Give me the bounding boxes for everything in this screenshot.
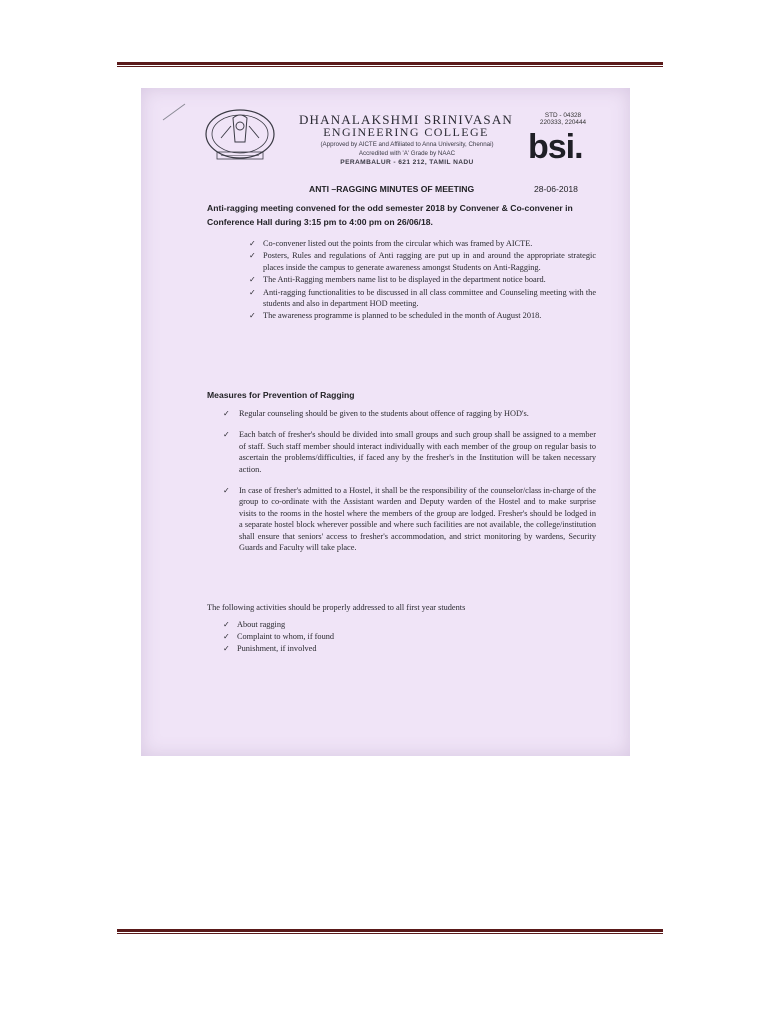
- list-item: ✓ Posters, Rules and regulations of Anti ragging are put up in and around the appropriate strategic places inside the campus to generate awareness amongst Students on Anti-Ragging.: [249, 251, 596, 272]
- check-mark-icon: ✓: [223, 644, 230, 653]
- college-emblem-icon: [203, 108, 277, 164]
- document-title: ANTI –RAGGING MINUTES OF MEETING: [309, 184, 475, 194]
- address-text: PERAMBALUR - 621 212, TAMIL NADU: [340, 159, 474, 166]
- meeting-intro: Anti-ragging meeting convened for the odd semester 2018 by Convener & Co-convener in Conference Hall during 3:15 pm to 4:00 pm on 26/06/18.: [207, 203, 573, 227]
- check-mark-icon: ✓: [223, 632, 230, 641]
- list-item: ✓ The Anti-Ragging members name list to be displayed in the department notice board.: [249, 275, 546, 285]
- college-name: [281, 113, 531, 139]
- approval-text: (Approved by AICTE and Affiliated to Anna University, Chennai): [320, 141, 494, 148]
- letterhead: [141, 88, 630, 198]
- list-item: ✓ The awareness programme is planned to be scheduled in the month of August 2018.: [249, 311, 542, 321]
- check-mark-icon: ✓: [223, 620, 230, 629]
- list-item: ✓ Complaint to whom, if found: [223, 632, 335, 641]
- list-item: ✓ Anti-ragging functionalities to be discussed in all class committee and Counseling meeting with the students and also in department HOD meeting.: [249, 287, 596, 309]
- college-name-line1: DHANALAKSHMI SRINIVASAN: [298, 112, 514, 127]
- std-code: STD - 04328: [544, 112, 582, 119]
- check-mark-icon: ✓: [223, 430, 230, 440]
- activities-intro: The following activities should be properly addressed to all first year students: [207, 603, 466, 612]
- list-item: ✓ Punishment, if involved: [223, 644, 317, 653]
- check-mark-icon: ✓: [249, 275, 256, 285]
- check-mark-icon: ✓: [223, 486, 230, 496]
- check-mark-icon: ✓: [249, 239, 256, 248]
- bottom-rule: [117, 929, 663, 934]
- top-rule: [117, 62, 663, 67]
- document-date: 28-06-2018: [534, 184, 578, 194]
- list-item: ✓ Regular counseling should be given to the students about offence of ragging by HOD's.: [223, 409, 529, 418]
- list-item: ✓ Each batch of fresher's should be divided into small groups and such group shall be assigned to a member of staff. Such staff member should interact individually with each member of the group on regular basis to ascertain the problems/difficulties, if faced any by the fresher's in the Institution will be taken necessary action.: [223, 430, 596, 474]
- meeting-points-list: [249, 238, 596, 323]
- list-item: ✓ Co-convener listed out the points from the circular which was framed by AICTE.: [249, 239, 533, 248]
- measures-heading: Measures for Prevention of Ragging: [207, 390, 355, 400]
- measures-list: [225, 408, 596, 563]
- list-item: ✓ About ragging: [223, 620, 286, 629]
- phone-numbers: 220333, 220444: [539, 119, 587, 126]
- bsi-logo: bsi.: [528, 128, 583, 166]
- college-details: [279, 140, 535, 167]
- check-mark-icon: ✓: [223, 409, 230, 418]
- check-mark-icon: ✓: [249, 311, 256, 321]
- activities-list: [223, 619, 423, 655]
- check-mark-icon: ✓: [249, 287, 256, 297]
- list-item: ✓ In case of fresher's admitted to a Hostel, it shall be the responsibility of the counselor/class in-charge of the group to co-ordinate with the Assistant warden and Deputy warden of the Hostel and to make surprise visits to the rooms in the hostel where the members of the group are lodged. Fresher's should be lodged in a separate hostel block wherever possible and where such facilities are not available, the college/institution shall ensure that seniors' access to fresher's accommodation, and strict monitoring by wardens, Security Guards and Faculty will take place.: [223, 486, 596, 553]
- contact-numbers: [533, 112, 593, 126]
- scanned-letter: [141, 88, 630, 756]
- college-name-line2: ENGINEERING COLLEGE: [323, 125, 489, 139]
- check-mark-icon: ✓: [249, 251, 256, 261]
- accreditation-text: Accredited with 'A' Grade by NAAC: [358, 150, 456, 157]
